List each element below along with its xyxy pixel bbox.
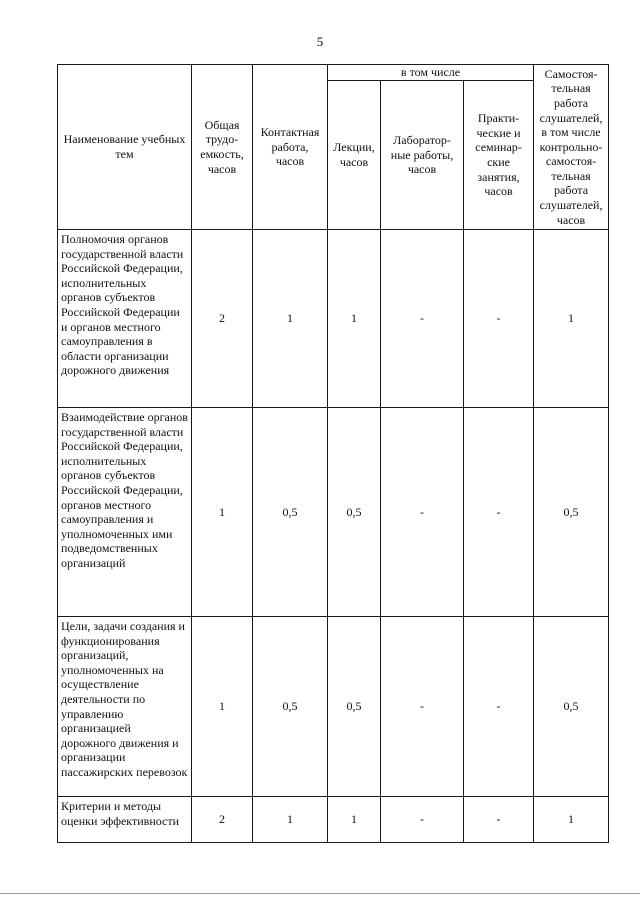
total-hours: 1 xyxy=(192,408,253,617)
lecture-hours: 0,5 xyxy=(328,408,381,617)
self-study-hours: 0,5 xyxy=(534,408,609,617)
practice-hours: - xyxy=(464,797,534,843)
header-including: в том числе xyxy=(328,65,534,81)
self-study-hours: 0,5 xyxy=(534,617,609,797)
contact-hours: 0,5 xyxy=(253,617,328,797)
header-name: Наименование учебных тем xyxy=(58,65,192,230)
total-hours: 1 xyxy=(192,617,253,797)
contact-hours: 1 xyxy=(253,797,328,843)
total-hours: 2 xyxy=(192,797,253,843)
table-row xyxy=(58,230,609,408)
lab-hours: - xyxy=(381,230,464,408)
practice-hours: - xyxy=(464,617,534,797)
header-lectures: Лекции, часов xyxy=(328,81,381,230)
lab-hours: - xyxy=(381,617,464,797)
topic-name: Цели, задачи создания и функционирования организаций, уполномоченных на осуществление деятельности по управлению организацией дорожного движения и организации пассажирских перевозок xyxy=(58,617,192,797)
contact-hours: 1 xyxy=(253,230,328,408)
header-self: Самостоя-тельная работа слушателей, в том числе контрольно-самостоя-тельная работа слушателей, часов xyxy=(534,65,609,230)
lecture-hours: 1 xyxy=(328,797,381,843)
practice-hours: - xyxy=(464,230,534,408)
lab-hours: - xyxy=(381,408,464,617)
topic-name: Взаимодействие органов государственной власти Российской Федерации, исполнительных органов субъектов Российской Федерации, органов местного самоуправления и уполномоченных ими подведомственных организаций xyxy=(58,408,192,617)
total-hours: 2 xyxy=(192,230,253,408)
page-number: 5 xyxy=(316,34,324,49)
header-practice: Практи-ческие и семинар-ские занятия, часов xyxy=(464,81,534,230)
header-row-top xyxy=(58,65,609,81)
contact-hours: 0,5 xyxy=(253,408,328,617)
curriculum-table xyxy=(57,64,609,843)
header-labs: Лаборатор-ные работы, часов xyxy=(381,81,464,230)
topic-name: Критерии и методы оценки эффективности xyxy=(58,797,192,843)
table-row xyxy=(58,617,609,797)
lab-hours: - xyxy=(381,797,464,843)
table-row xyxy=(58,408,609,617)
header-total: Общая трудо-емкость, часов xyxy=(192,65,253,230)
practice-hours: - xyxy=(464,408,534,617)
lecture-hours: 0,5 xyxy=(328,617,381,797)
lecture-hours: 1 xyxy=(328,230,381,408)
self-study-hours: 1 xyxy=(534,230,609,408)
table-row xyxy=(58,797,609,843)
topic-name: Полномочия органов государственной власти Российской Федерации, исполнительных органов субъектов Российской Федерации и органов местного самоуправления в области организации дорожного движения xyxy=(58,230,192,408)
header-contact: Контактная работа, часов xyxy=(253,65,328,230)
scan-edge-line xyxy=(0,893,640,894)
self-study-hours: 1 xyxy=(534,797,609,843)
